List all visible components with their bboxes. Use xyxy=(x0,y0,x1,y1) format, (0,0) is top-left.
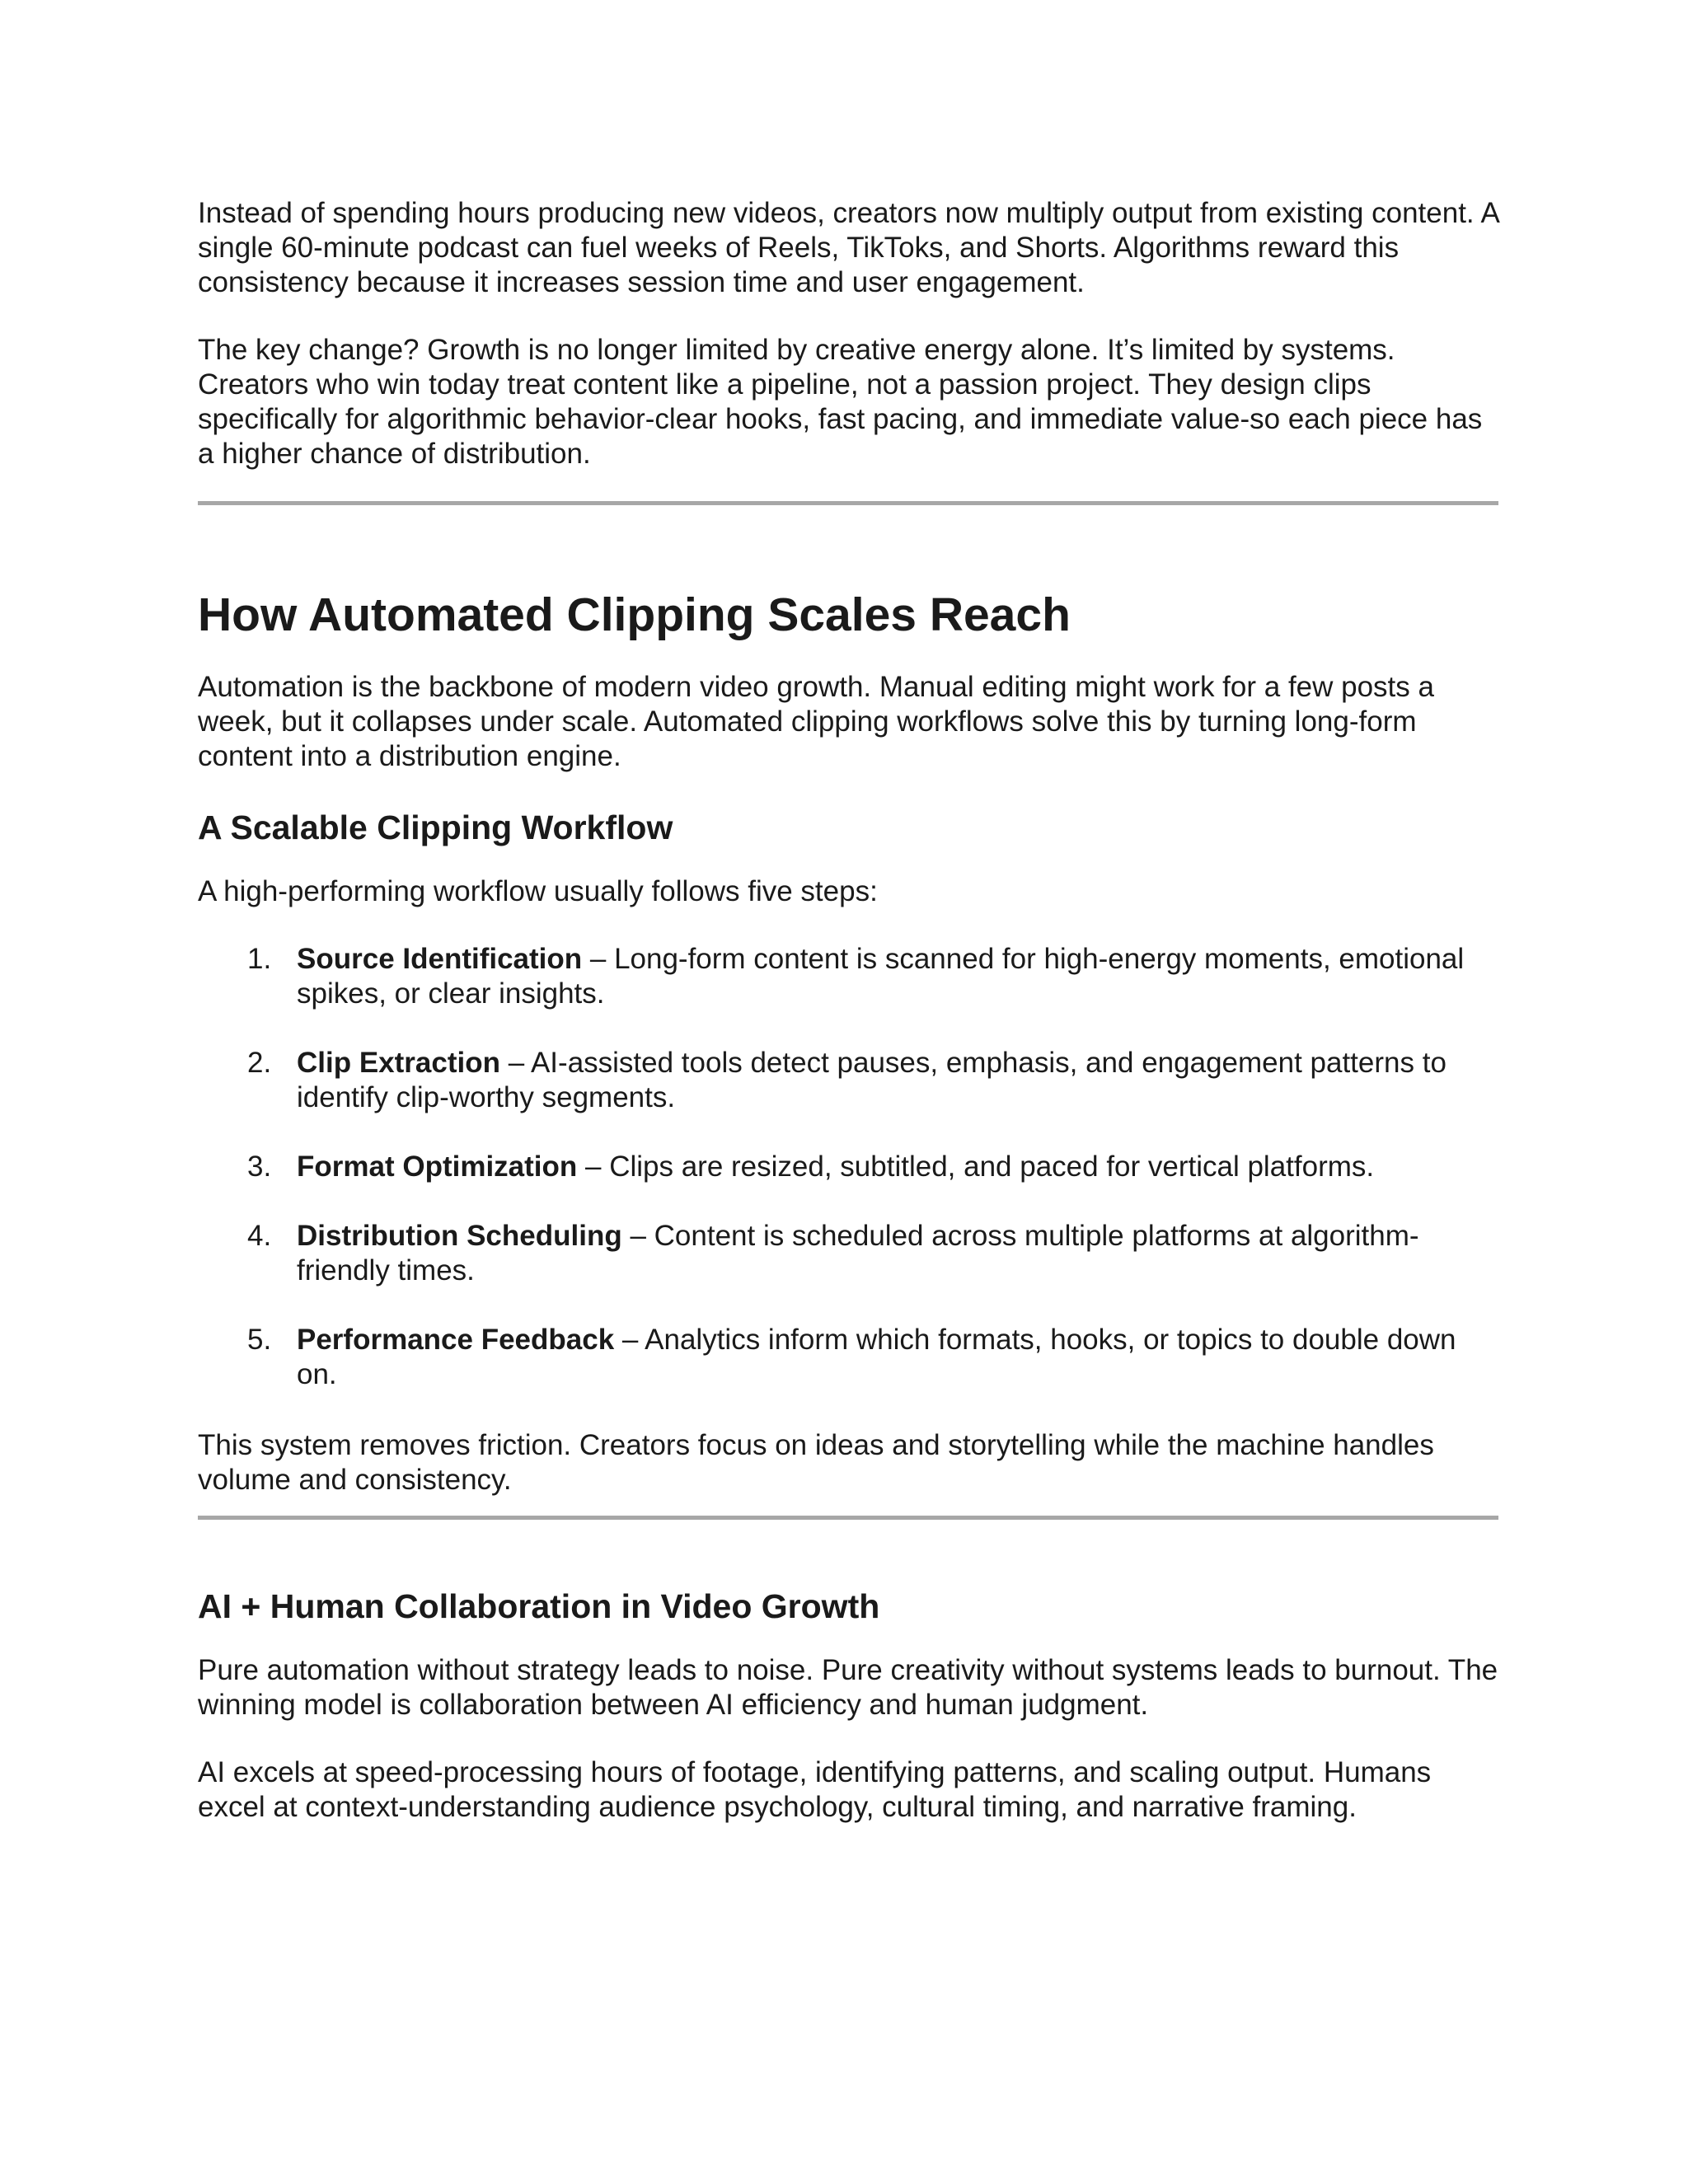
workflow-closing-paragraph: This system removes friction. Creators focus on ideas and storytelling while the machine handles volume and consistency. xyxy=(198,1429,1434,1496)
intro-paragraph-1: Instead of spending hours producing new videos, creators now multiply output from existing content. A single 60-minute podcast can fuel weeks of Reels, TikToks, and Shorts. Algorithms reward this consistency because it increases session time and user engagement. xyxy=(198,197,1498,298)
intro-paragraph-2: The key change? Growth is no longer limited by creative energy alone. It’s limited by systems. Creators who win today treat content like a pipeline, not a passion project. They design clips specifically for algorithmic behavior-clear hooks, fast pacing, and immediate value-so each piece has a higher chance of distribution. xyxy=(198,334,1483,470)
step-text: – AI-assisted tools detect pauses, emphasis, and engagement patterns to identify clip-worthy segments. xyxy=(297,1047,1447,1113)
list-item xyxy=(198,1046,1500,1115)
section-divider xyxy=(198,1516,1498,1520)
step-title: Clip Extraction xyxy=(297,1047,500,1079)
section-heading-ai-human: AI + Human Collaboration in Video Growth xyxy=(198,1587,880,1625)
step-number: 1. xyxy=(247,943,272,975)
workflow-steps-list xyxy=(198,942,1500,1392)
step-text: – Content is scheduled across multiple platforms at algorithm-friendly times. xyxy=(297,1220,1419,1286)
workflow-lead: A high-performing workflow usually follows five steps: xyxy=(198,875,878,907)
list-item xyxy=(198,1150,1500,1184)
step-number: 3. xyxy=(247,1151,272,1183)
step-title: Source Identification xyxy=(297,943,583,975)
step-title: Format Optimization xyxy=(297,1151,578,1183)
document-page xyxy=(198,196,1500,1825)
list-item xyxy=(198,942,1500,1011)
section1-paragraph: Automation is the backbone of modern video growth. Manual editing might work for a few posts a week, but it collapses under scale. Automated clipping workflows solve this by turning long-form content into a distribution engine. xyxy=(198,671,1434,772)
step-number: 5. xyxy=(247,1324,272,1356)
step-text: – Analytics inform which formats, hooks, or topics to double down on. xyxy=(297,1324,1456,1390)
section2-paragraph-2: AI excels at speed-processing hours of footage, identifying patterns, and scaling output. Humans excel at context-understanding audience psychology, cultural timing, and narrative framing. xyxy=(198,1756,1432,1823)
list-item xyxy=(198,1219,1500,1288)
list-item xyxy=(198,1323,1500,1392)
section-heading-automated-clipping: How Automated Clipping Scales Reach xyxy=(198,588,1071,641)
subheading-scalable-workflow: A Scalable Clipping Workflow xyxy=(198,808,673,846)
section-divider xyxy=(198,501,1498,505)
step-number: 4. xyxy=(247,1220,272,1252)
step-title: Distribution Scheduling xyxy=(297,1220,622,1252)
step-title: Performance Feedback xyxy=(297,1324,615,1356)
step-text: – Clips are resized, subtitled, and paced for vertical platforms. xyxy=(577,1151,1375,1183)
step-text: – Long-form content is scanned for high-energy moments, emotional spikes, or clear insights. xyxy=(297,943,1465,1010)
step-number: 2. xyxy=(247,1047,272,1079)
section2-paragraph-1: Pure automation without strategy leads to noise. Pure creativity without systems leads to burnout. The winning model is collaboration between AI efficiency and human judgment. xyxy=(198,1654,1498,1721)
